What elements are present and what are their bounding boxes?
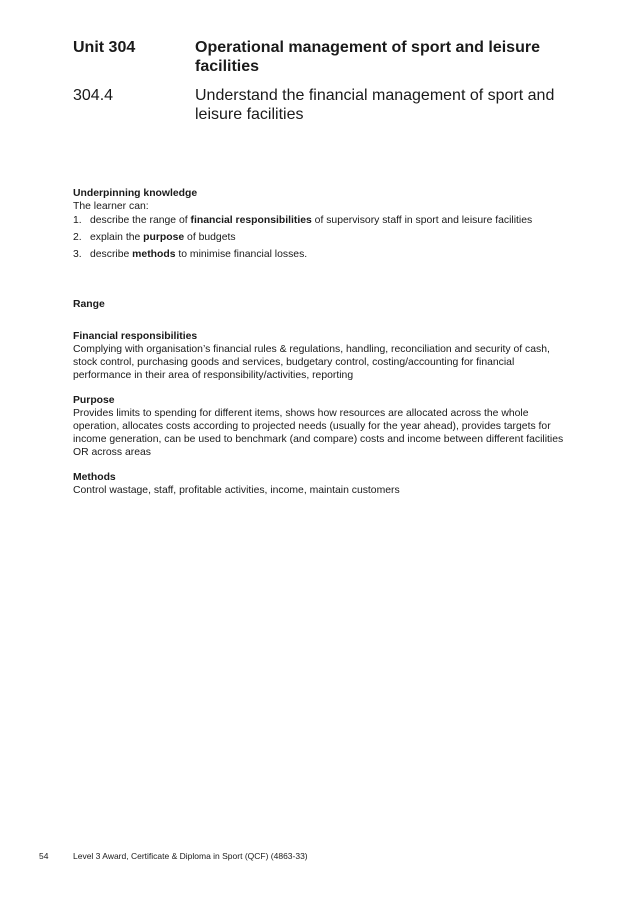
knowledge-intro: The learner can:	[73, 201, 149, 212]
main-content	[73, 187, 573, 497]
list-item	[73, 248, 573, 261]
footer-text: Level 3 Award, Certificate & Diploma in Sport (QCF) (4863-33)	[73, 851, 308, 861]
range-section-text: Control wastage, staff, profitable activities, income, maintain customers	[73, 485, 400, 496]
knowledge-heading: Underpinning knowledge	[73, 188, 198, 199]
list-item	[73, 231, 573, 244]
range-section-title: Financial responsibilities	[73, 331, 198, 342]
list-item-post: of supervisory staff in sport and leisure facilities	[311, 215, 533, 226]
range-section-purpose	[73, 394, 573, 459]
page-header	[73, 38, 573, 124]
list-item-keyword: purpose	[143, 232, 185, 243]
unit-title: Operational management of sport and leisure facilities	[195, 39, 540, 75]
range-section-financial	[73, 330, 573, 382]
range-section-title: Methods	[73, 472, 116, 483]
outcome-title: Understand the financial management of sport and leisure facilities	[195, 87, 555, 123]
list-item-text	[90, 231, 573, 244]
range-section-text: Provides limits to spending for different items, shows how resources are allocated across the whole operation, allocates costs according to projected needs (usually for the year ahead), provides targets for income generation, can be used to benchmark (and compare) costs and income between different facilities OR across areas	[73, 408, 564, 458]
list-item-number: 1.	[73, 215, 82, 226]
range-section-text: Complying with organisation’s financial rules & regulations, handling, reconciliation and security of cash, stock control, purchasing goods and services, budgetary control, costing/accounting for financial performance in their area of responsibility/activities, reporting	[73, 344, 550, 381]
range-section-title: Purpose	[73, 395, 115, 406]
range-heading: Range	[73, 299, 105, 310]
list-item-text	[90, 248, 573, 261]
unit-number: Unit 304	[73, 39, 136, 56]
list-item-keyword: methods	[132, 249, 176, 260]
list-item-keyword: financial responsibilities	[190, 215, 312, 226]
page-number: 54	[39, 851, 49, 861]
list-item	[73, 214, 573, 227]
outcome-number: 304.4	[73, 87, 114, 104]
list-item-number: 2.	[73, 232, 82, 243]
list-item-text	[90, 214, 573, 227]
range-section-methods	[73, 471, 573, 497]
outcome-heading-row	[73, 86, 573, 124]
list-item-post: of budgets	[184, 232, 236, 243]
list-item-pre: describe	[90, 249, 133, 260]
page-footer	[39, 851, 308, 862]
knowledge-list	[73, 214, 573, 261]
unit-heading-row	[73, 38, 573, 76]
list-item-number: 3.	[73, 249, 82, 260]
list-item-post: to minimise financial losses.	[175, 249, 308, 260]
list-item-pre: explain the	[90, 232, 144, 243]
list-item-pre: describe the range of	[90, 215, 191, 226]
